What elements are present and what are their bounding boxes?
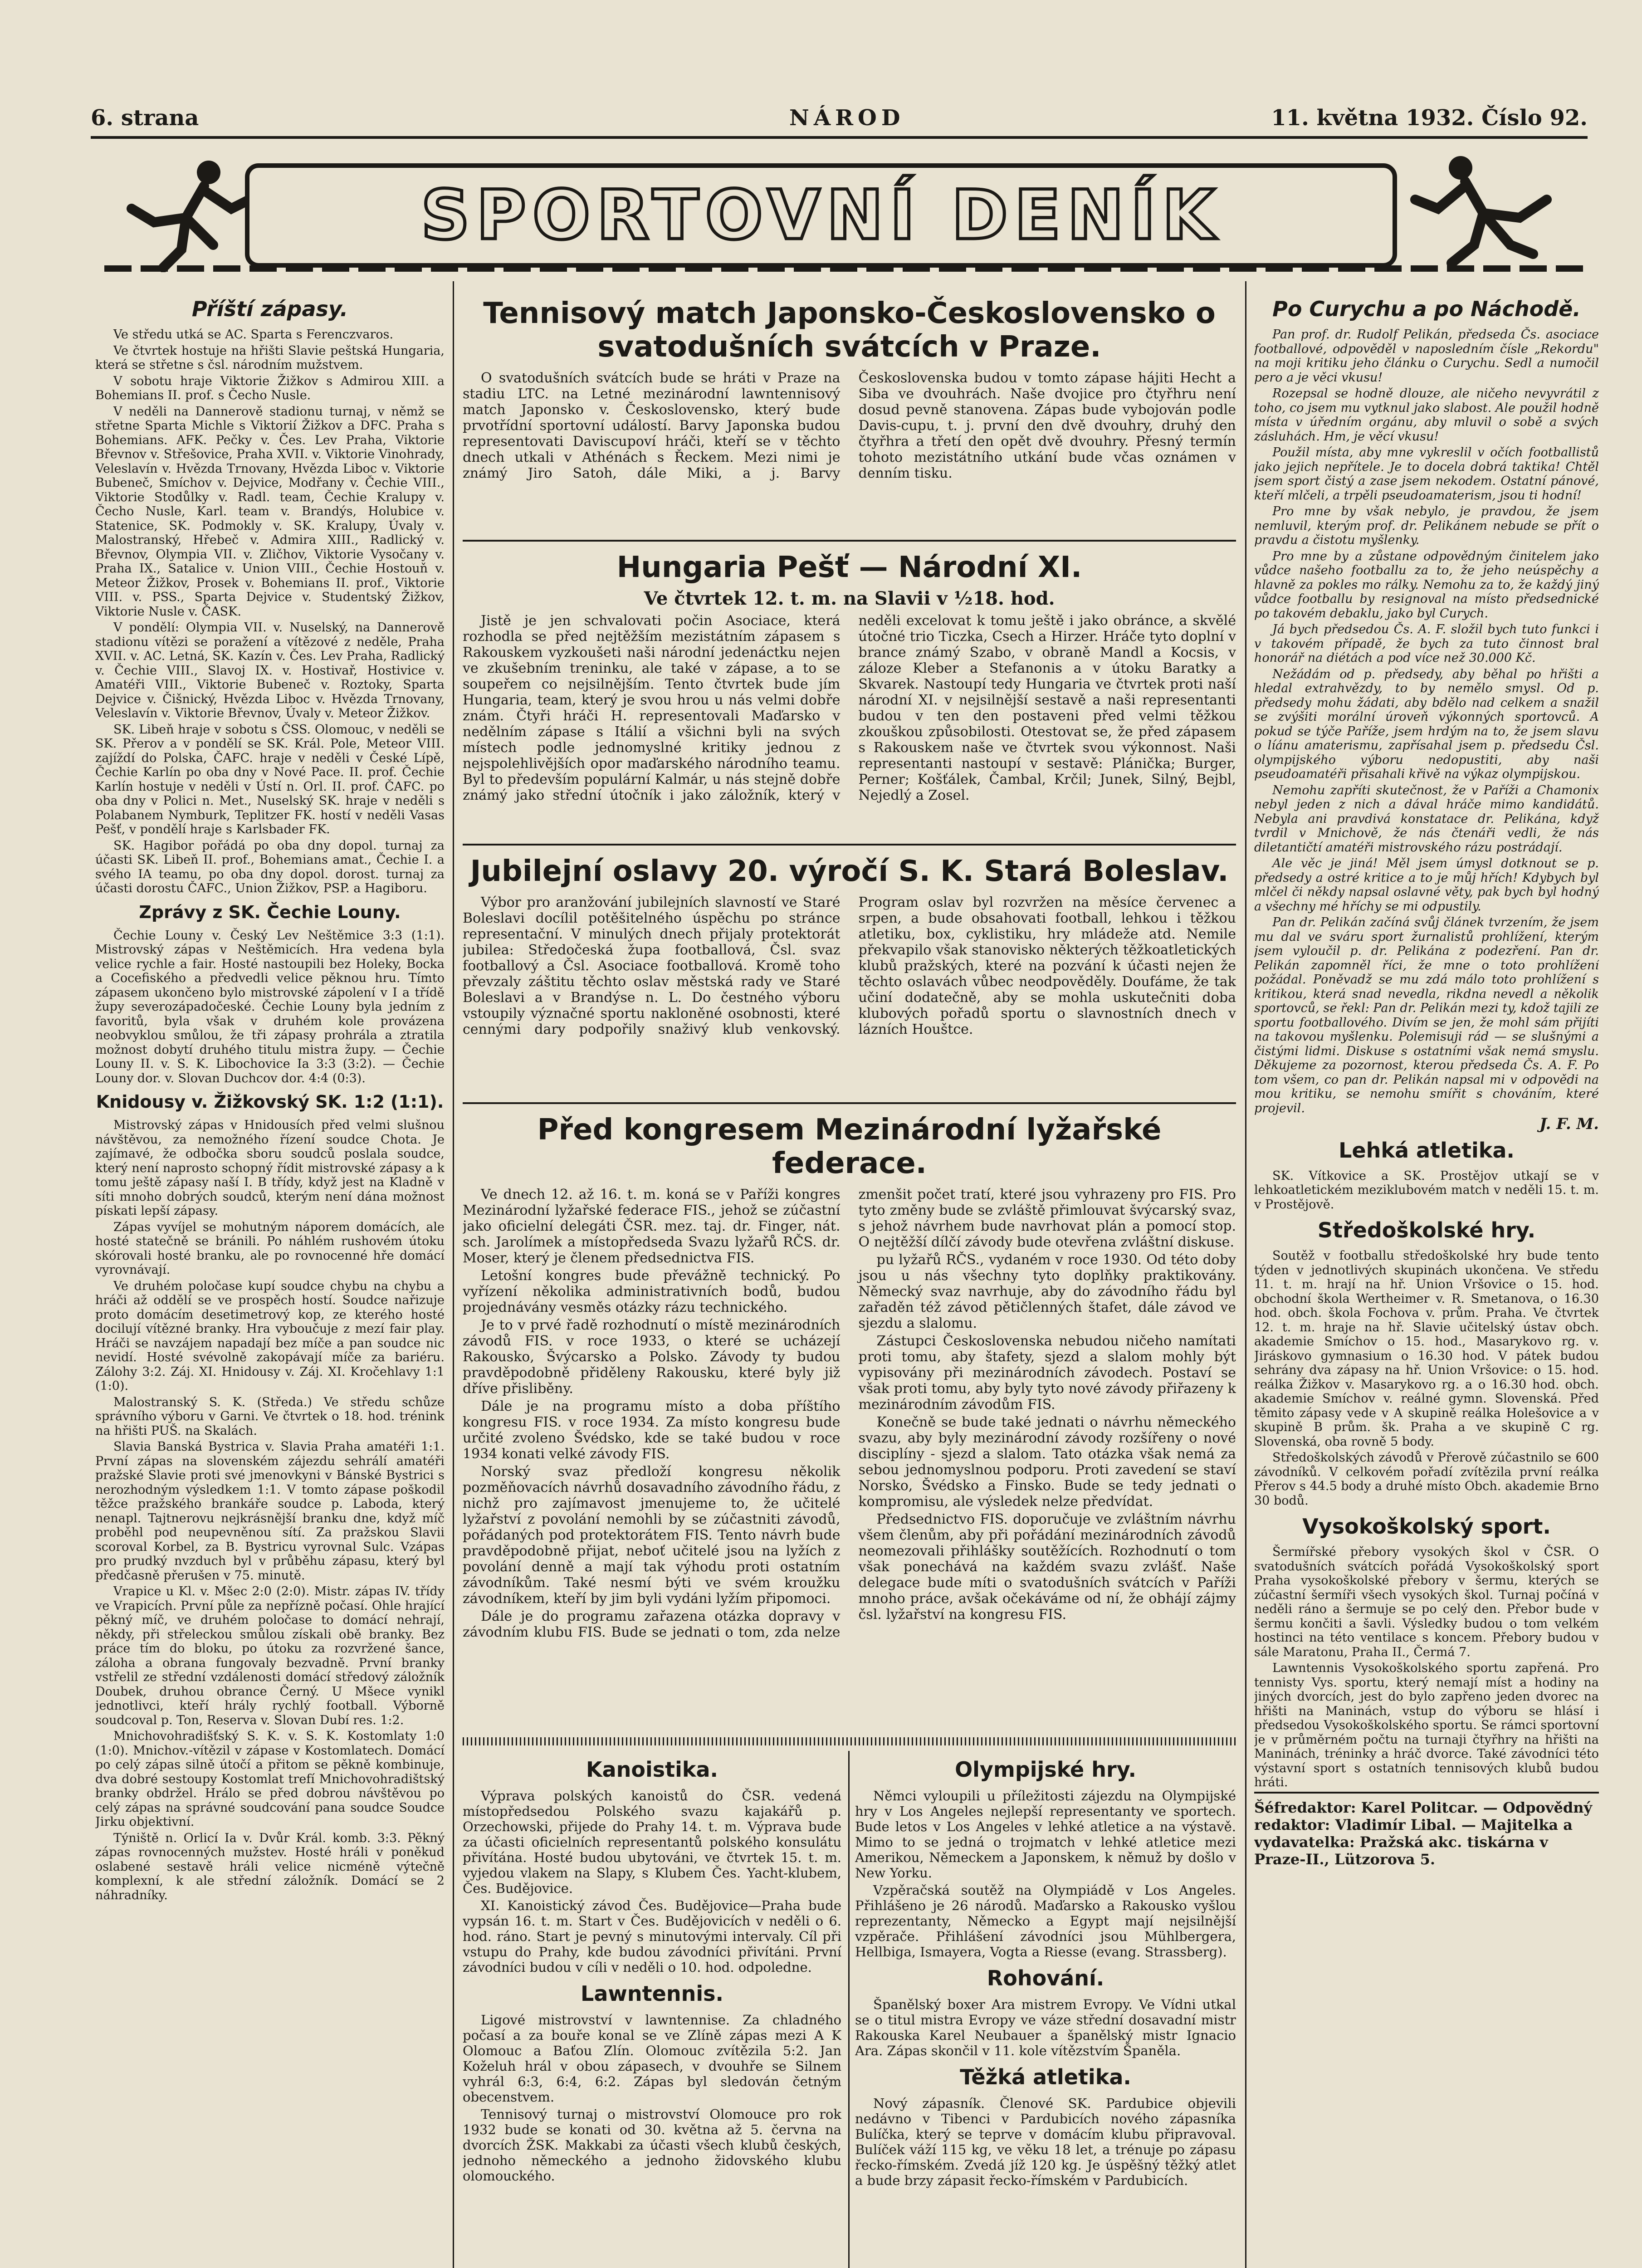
page-header [91,105,1588,132]
paragraph: Jistě je jen schvalovati počin Asociace, která rozhodla se před nejtěžším mezistátním zápasem s Rakouskem vyzkoušeti naši národní jedenáctku nejen ve zkušebním treninku, ale také v zápase, a to se soupeřem co nejsilnějším. Tento čtvrtek bude jím Hungaria, team, který je svou hrou u nás velmi dobře znám. Čtyři hráči H. representovali Maďarsko v nedělním zápase s Itálií a všichni byli na svých místech podle jednomyslné kritiky jednou z nejspolehlivějších opor maďarského národního teamu. Byl to především populární Kalmár, u nás stejně dobře známý jako střední útočník i jako záložník, který v neděli excelovat k tomu ještě i jako obránce, a skvělé útočné trio Ticzka, Csech a Hirzer. Hráče tyto doplní v brance známý Szabo, v obraně Mandl a Kocsis, v záloze Kleber a Stefanonis a v útoku Baratky a Skvarek. Nastoupí tedy Hungaria ve čtvrtek proti naší národní XI. v nejsilnější sestavě a naši representanti budou v ten den postaveni před velmi těžkou zkouškou způsobilosti. Otestovat se, že před zápasem s Rakouskem naše ve čtvrtek svou výkonnost. Naši representanti nastoupí v sestavě: Plánička; Burger, Perner; Košťálek, Čambal, Krčil; Junek, Silný, Bejbl, Nejedlý a Zosel. [463,613,1236,803]
paragraph: Dále je na programu místo a doba příštího kongresu FIS. v roce 1934. Za místo kongresu bude určité zvoleno Švédsko, kde se také budou v roce 1934 konati velké závody FIS. [463,1398,841,1462]
right-column [1254,290,1599,2268]
paragraph: Ligové mistrovství v lawntennise. Za chladného počasí a za bouře konal se ve Zlíně zápas mezi A K Olomouc a Baťou Zlín. Olomouc zvítězila 5:2. Jan Koželuh hrál v obou zápasech, v dvouhře se Silnem vyhrál 6:3, 6:4, 6:2. Zápas byl sledován četným obecenstvem. [463,2012,841,2105]
paragraph: Pan prof. dr. Rudolf Pelikán, předseda Čs. asociace footballové, odpověděl v naposledním čísle „Rekordu" na moji kritiku jeho článku o Curychu. Sedl a numočil pero a je věci vkusu! [1254,327,1599,385]
issue-date: 11. května 1932. Číslo 92. [1271,105,1588,131]
page-number: 6. strana [91,105,199,131]
paragraph: Rozepsal se hodně dlouze, ale ničeho nevyvrátil z toho, co jsem mu vytknul jako slabost. Ale použil hodně místa v úředním orgánu, aby mluvil o sobě a svých zásluhách. Hm, je věcí vkusu! [1254,386,1599,444]
paragraph: Nemohu zapříti skutečnost, že v Paříži a Chamonix nebyl jeden z nich a dával hráče mimo kandidátů. Nebyla ani pravdivá konstatace dr. Pelikána, když tvrdil v Mnichově, že nás čtenáři vedli, že nás diletantičtí amatéři mistrovského rázu postrádají. [1254,783,1599,855]
paragraph: Malostranský S. K. (Středa.) Ve středu schůze správního výboru v Garni. Ve čtvrtek o 18. hod. trénink na hřišti PUŠ. na Skalách. [95,1395,445,1438]
paragraph: Španělský boxer Ara mistrem Evropy. Ve Vídni utkal se o titul mistra Evropy ve váze střední dosavadní mistr Rakouska Karel Neubauer a španělský mistr Ignacio Ara. Zápas skončil v 11. kole vítězstvím Španěla. [855,1997,1236,2058]
paragraph: Norský svaz předloží kongresu několik pozměňovacích návrhů dosavadního závodního řádu, z nichž pro zajímavost jmenujeme to, že učitelé lyžařství z povolání nemohli by se zúčastniti závodů, pořádaných pod protektorátem FIS. Tento návrh bude pravděpodobně přijat, neboť učitelé jsou na lyžích z povolání denně a mají tak výhodu proti ostatním závodníkům. Také nesmí býti ve svém kroužku závodníkem, kteří by jim byli vydáni lyžím připomoci. [463,1464,841,1607]
paragraph: Nežádám od p. předsedy, aby běhal po hřišti a hledal extrahvězdy, to by nemělo smysl. Od p. předsedy mohu žádati, aby bdělo nad celkem a snažil se zvýšiti morální úroveň výkonných sportovců. A pokud se týče Paříže, jsem hrdým na to, že jsem slavu o líánu amaterismu, zapřísahal jsem p. předsedu Čsl. olympijského výboru nedopustiti, aby naši pseudoamatéři přisahali křivě na výkaz olympijskou. [1254,667,1599,781]
newspaper-name: NÁROD [789,105,905,131]
paragraph: V neděli na Dannerově stadionu turnaj, v němž se střetne Sparta Michle s Viktorií Žižkov a DFC. Praha s Bohemians. AFK. Pečky v. Čes. Lev Praha, Viktorie Břevnov v. Střešovice, Praha XVII. v. Viktorie Vinohrady, Veleslavín v. Hvězda Trnovany, Hvězda Liboc v. Viktorie Bubeneč, Smíchov v. Dejvice, Modřany v. Čechie VIII., Viktorie Stodůlky v. Radl. team, Čechie Kralupy v. Čecho Nusle, Karl. team v. Brandýs, Holubice v. Statenice, SK. Podmokly v. SK. Kralupy, Úvaly v. Malostranský, Hřebeč v. Admira XIII., Radlický v. Břevnov, Olympia VII. v. Zličhov, Viktorie Vysočany v. Praha IX., Satalice v. Union VIII., Čechie Hostouň v. Meteor Žižkov, Prosek v. Bohemians II. prof., Viktorie VIII. v. PSS., Sparta Dejvice v. Studentský Žižkov, Viktorie Nusle v. ČASK. [95,404,445,619]
paragraph: Slavia Banská Bystrica v. Slavia Praha amatéři 1:1. První zápas na slovenském zájezdu sehrálí amatéři pražské Slavie proti své jmenovkyni v Bánské Bystrici s nerozhodným výsledkem 1:1. V tomto zápase poškodil těžce pražského brankáře soudce p. Laboda, který nenapl. Tajtnerovu nejkrásnější branku dne, když míč proběhl pod neupevněnou sítí. Za pražskou Slavii scoroval Korbel, za B. Bystricu vyrovnal Sulc. Vzápas pro prudký nvzduch byl v průběhu zápasu, který byl předčasně přerušen v 75. minutě. [95,1440,445,1583]
headline-canoe: Kanoistika. [586,1757,718,1782]
paragraph: Nový zápasník. Členové SK. Pardubice objevili nedávno v Tibenci v Pardubicích nového zápasníka Bulíčka, který se teprve v domácím klubu připravoval. Bulíček váží 115 kg, ve věku 18 let, a trénuje po zápasu řecko-římském. Zvedá jíž 120 kg. Je úspěšný těžký atlet a bude brzy zápasit řecko-římském v Pardubicích. [855,2096,1236,2188]
paragraph: Letošní kongres bude převážně technický. Po vyřízení několika administrativních bodů, budou projednávány vesměs otázky rázu technického. [463,1268,841,1315]
paragraph: Čechie Louny v. Český Lev Neštěmice 3:3 (1:1). Mistrovský zápas v Neštěmicích. Hra vedena byla velice rychle a fair. Hosté nastoupili bez Holeky, Bocka a Cocefiského a předvedli velice pěknou hru. Tímto zápasem ukončeno bylo mistrovské zápolení v I a třídě župy severozápadočeské. Čechie Louny byla jedním z favoritů, byla však v druhém kole provázena neobvyklou smůlou, že tři zápasy prohrála a ztratila možnost dobytí druhého titulu mistra župy. — Čechie Louny II. v. S. K. Libochovice Ia 3:3 (3:2). — Čechie Louny dor. v. Slovan Duchcov dor. 4:4 (0:3). [95,928,445,1085]
paragraph: Je to v prvé řadě rozhodnutí o místě mezinárodních závodů FIS. v roce 1933, o které se ucházejí Rakousko, Švýcarsko a Polsko. Závody ty budou pravděpodobně přiděleny Rakousku, které byly již dříve přisliběny. [463,1317,841,1397]
paragraph: Použil místa, aby mne vykreslil v očích footballistů jako jejich nepřítele. Je to docela dobrá taktika! Chtěl jsem sport čistý a zase jsem nekodem. Ostatní pánové, kteří mlčeli, a trpěli pseudoamaterism, jsou ti hodní! [1254,445,1599,503]
section-rule [463,844,1236,846]
paragraph: Já bych předsedou Čs. A. F. složil bych tuto funkci i v takovém případě, že bych za tuto činnost bral honorář na diétách a pod více než 30.000 Kč. [1254,622,1599,665]
headline-university-sport: Vysokoškolský sport. [1302,1514,1551,1539]
banner-base-rule [104,265,1592,272]
paragraph: SK. Vítkovice a SK. Prostějov utkají se v lehkoatletickém meziklubovém match v neděli 15. t. m. v Prostějově. [1254,1168,1599,1212]
paragraph: Pan dr. Pelikán začíná svůj článek tvrzením, že jsem mu dal ve sváru sport žurnalistů prohlížení, kterým jsem vyloučil p. dr. Pelikána z podezření. Pan dr. Pelikán zapomněl říci, že mne o toto prohlížení požádal. Poněvadž se mu zdá málo toto prohlížení s kritikou, která snad nevedla, rikdna nevedl a několik sportovců, se řekl: Pan dr. Pelikán mezi ty, kdož tajili ze sportu footballového. Divím se jen, že mohl sám přijíti na takovou myšlenku. Polemisuji rád — se slušnými a čistými lidmi. Diskuse s ostatními však nemá smyslu. Děkujeme za pozornost, kterou předseda Čs. A. F. Po tom všem, co pan dr. Pelikán napsal mi v odpovědi na mou kritiku, se nemohu smířit s chováním, které projevil. [1254,915,1599,1115]
paragraph: Ve čtvrtek hostuje na hřišti Slavie peštská Hungaria, která se střetne s čsl. národním mužstvem. [95,343,445,372]
jubilee-article [463,848,1236,1102]
paragraph: O svatodušních svátcích bude se hráti v Praze na stadiu LTC. na Letné mezinárodní lawntennisový match Japonsko v. Československo, který bude prvotřídní sportovní událostí. Barvy Japonska budou representovati Daviscupoví hráči, kteří se v těchto dnech utkali v Athénách s Řeckem. Mezi nimi je známý Jiro Satoh, dále Miki, a j. Barvy Československa budou v tomto zápase hájiti Hecht a Siba ve dvouhrách. Naše dvojice pro čtyřhru není dosud pevně stanovena. Zápas bude vybojován podle Davis-cupu, t. j. první den dvě dvouhry, druhý den čtyřhra a třetí den opět dvě dvouhry. Přesný termín tohoto mezistátního utkání bude včas oznámen v denním tisku. [463,370,1236,481]
paragraph: V sobotu hraje Viktorie Žižkov s Admirou XIII. a Bohemians II. prof. s Čecho Nusle. [95,374,445,402]
paragraph: Němci vyloupili u příležitosti zájezdu na Olympijské hry v Los Angeles nejlepší representanty ve sportech. Bude letos v Los Angeles v lehké atletice a na výstavě. Mimo to se jedná o trojmatch v lehké atletice mezi Amerikou, Německem a Japonskem, k němuž by došlo v New Yorku. [855,1788,1236,1881]
ski-body [463,1187,1236,1640]
headline-boxing: Rohování. [987,1966,1104,1990]
paragraph: Lawntennis Vysokoškolského sportu zapřená. Pro tennisty Vys. sportu, který nemají míst a hodiny na jiných dvorcích, jest do bylo zapřeno jeden dvorec na hřišti na Maninách, vstup do výboru se hlásí i předsedou Vysokoškolského sportu. Se rámci sportovní je v průměrném počtu na turnaji čtyřhry na hřišti na Maninách, tréninky a hráč dvorce. Také závodníci této výstavní sport s ostatních tennisových klubů budou hráti. [1254,1661,1599,1789]
hatched-rule [463,1737,1236,1745]
headline-upcoming-matches: Příští zápasy. [191,297,348,321]
headline-jubilee: Jubilejní oslavy 20. výročí S. K. Stará Boleslav. [470,855,1229,888]
paragraph: Soutěž v footballu středoškolské hry bude tento týden v jednotlivých skupinách ukončena. Ve středu 11. t. m. hrají na hř. Union Vršovice o 15. hod. obchodní škola Wertheimer v. R. Smetanova, o 16.30 hod. obch. škola Fochova v. prům. Praha. Ve čtvrtek 12. t. m. hraje na hř. Slavie učitelský ústav obch. akademie Smíchov o 15. hod., Masarykovo rg. v. Jiráskovo gymnasium o 16.30 hod. V pátek budou sehrány dva zápasy na hř. Union Vršovice: o 15. hod. reálka Žižkov v. Masarykovo rg. a o 16.30 hod. obch. akademie Smíchov v. reálné gymn. Slovenská. Před těmito zápasy vede v A skupině reálka Holešovice a v skupině B prům. šk. Praha a ve skupině C rg. Slovenská, oba rovně 5 body. [1254,1249,1599,1449]
paragraph: Ve dnech 12. až 16. t. m. koná se v Paříži kongres Mezinárodní lyžařské federace FIS., jehož se zúčastní jako oficielní delegáti ČSR. mez. taj. dr. Finger, nát. sch. Jarolímek a místopředseda Svazu lyžařů RČS. dr. Moser, který je členem předsednictva FIS. [463,1187,841,1266]
runner-figure-right [1397,150,1560,277]
headline-knidousy: Knidousy v. Žižkovský SK. 1:2 (1:1). [96,1092,444,1112]
paragraph: Dále je do programu zařazena otázka dopravy v závodním klubu FIS. Bude se jednati o tom, zda nelze zmenšit počet tratí, které jsou vyhrazeny pro FIS. Pro tyto změny bude se zvláště přimlouvat švýcarský svaz, s jehož návrhem bude navrhovat plán a pomocí stop. O nejtěžší dílčí závody bude otevřena zvláštní diskuse. [463,1187,1236,1640]
column-divider [848,1751,850,2268]
paragraph: SK. Libeň hraje v sobotu s ČSS. Olomouc, v neděli se SK. Přerov a v pondělí se SK. Král. Pole, Meteor VIII. zajíždí do Polska, ČAFC. hraje v neděli v České Lípě, Čechie Karlín po oba dny v Nové Pace. II. prof. Čechie Karlín hostuje v neděli v Ústí n. Orl. II. prof. ČAFC. po oba dny v Polici n. Met., Nuselský SK. hraje v neděli s Polabanem Nymburk, Teplitzer FK. hostí v neděli Vasas Pešť, v pondělí hraje s Karlsbader FK. [95,722,445,836]
middle-lower-right [855,1751,1236,2268]
column-divider [453,281,454,2268]
tennis-article [463,290,1236,544]
subheadline-hungaria: Ve čtvrtek 12. t. m. na Slavii v ½18. hod. [644,588,1055,609]
paragraph: SK. Hagibor pořádá po oba dny dopol. turnaj za účasti SK. Libeň II. prof., Bohemians amat., Čechie I. a svého IA teamu, po oba dny dopol. dorost. turnaj za účasti dorostu ČAFC., Union Žižkov, PSP. a Hagiboru. [95,838,445,895]
author-signature: J. F. M. [1539,1115,1599,1133]
paragraph: XI. Kanoistický závod Čes. Budějovice—Praha bude vypsán 16. t. m. Start v Čes. Budějovicích v neděli o 6. hod. ráno. Start je pevný s minutovými intervaly. Cíl při vstupu do Prahy, kde budou závodníci přivítáni. První závodníci budou v cíli v neděli o 10. hod. odpoledne. [463,1898,841,1975]
paragraph: V pondělí: Olympia VII. v. Nuselský, na Dannerově stadionu vítězi se poražení a vítězové z neděle, Praha XVII. v. AC. Letná, SK. Kazín v. Čes. Lev Praha, Radlický v. Čechie VIII., Slavoj IX. v. Hostivař, Hostivice v. Amatéři VIII., Viktorie Bubeneč v. Roztoky, Sparta Dejvice v. Čišnický, Hvězda Liboc v. Hvězda Trnovany, Veleslavín v. Viktorie Břevnov, Úvaly v. Meteor Žižkov. [95,621,445,720]
headline-heavy-athletics: Těžká atletika. [960,2065,1131,2089]
section-rule [463,1102,1236,1104]
sport-banner: SPORTOVNÍ DENÍK [245,163,1397,268]
paragraph: Týniště n. Orlicí Ia v. Dvůr Král. komb. 3:3. Pěkný zápas rovnocenných mužstev. Hosté hráli v poněkud oslabené sestavě hráli velice nicméně výtečně komplexní, k ale střední záložník. Domácí se 2 náhradníky. [95,1831,445,1902]
headline-light-athletics: Lehká atletika. [1339,1138,1515,1163]
paragraph: Výbor pro aranžování jubilejních slavností ve Staré Boleslavi docílil potěšitelného úspěchu po stránce representační. V minulých dnech přijaly protektorát jubilea: Středočeská župa footballová, Čsl. svaz footballový a Čsl. Asociace footballová. Kromě toho převzaly záštitu těchto oslav městská rady ve Staré Boleslavi a v Brandýse n. L. Do čestného výboru vstoupily význačné sportu nakloněné osobnosti, které cennými dary podpořily snaživý klub venkovský. Program oslav byl rozvržen na měsíce červenec a srpen, a bude obsahovati football, lehkou i těžkou atletiku, box, cyklistiku, hry mládeže atd. Nemile překvapilo však stanovisko některých těžkoatletických klubů pražských, které na pozvání k účasti nejen že těchto oslavách vůbec neodpověděly. Doufáme, že tak učiní dodatečně, aby se mohla uskutečniti doba klubových pořadů sportu o slavnostních dnech v lázních Houštce. [463,894,1236,1037]
paragraph: Šermířské přebory vysokých škol v ČSR. O svatodušních svátcích pořádá Vysokoškolský sport Praha vysokoškolské přebory v šermu, kterých se zúčastní šermíři všech vysokých škol. Turnaj počíná v neděli ráno a šermuje se po celý den. Přebor bude v šermu končiti a šavli. Výsledky budou o tom velkém hostinci na této ventilace s koncem. Přebory budou v sále Maratonu, Praha II., Čermá 7. [1254,1545,1599,1659]
paragraph: Ve středu utká se AC. Sparta s Ferenczvaros. [113,327,394,342]
paragraph: Zápas vyvíjel se mohutným náporem domácích, ale hosté statečně se bránili. Po náhlém rushovém útoku skórovali hosté branku, ale po rovnocenné hře domácí vyrovnávají. [95,1220,445,1277]
paragraph: Vrapice u Kl. v. Mšec 2:0 (2:0). Mistr. zápas IV. třídy ve Vrapicích. První půle za nepřízně počasí. Ohle hrající pěkný míč, ve druhém poločase to domácí nehrají, někdy, při střeleckou smůlou získali obě branky. Bez práce tím do bloku, po útoku za rozvržené šance, záloha a obrana fungovaly bezvadně. První branky vstřelil ze střední vzdálenosti domácí středový záložník Doubek, druhou obrance Černý. U Mšece vynikl jednotlivci, kteří hrály rychlý football. Výborně soudcoval p. Ton, Reserva v. Slovan Dubí res. 1:2. [95,1584,445,1727]
headline-ski-congress: Před kongresem Mezinárodní lyžařské federace. [537,1113,1162,1180]
headline-tennis: Tennisový match Japonsko-Československo o svatodušních svátcích v Praze. [483,297,1216,364]
headline-olympic: Olympijské hry. [955,1757,1136,1782]
paragraph: Zástupci Československa nebudou ničeho namítati proti tomu, aby štafety, sjezd a slalom mohly být vypisovány při mezinárodních závodech. Postaví se však proti tomu, aby byly tyto nové závody přiřazeny k mezinárodním závodům FIS. [858,1333,1236,1413]
paragraph: Výprava polských kanoistů do ČSR. vedená místopředsedou Polského svazu kajakářů p. Orzechowski, přijede do Prahy 14. t. m. Výprava bude za účasti oficielních representantů polského konsulátu přivítána. Hosté budou ubytováni, ve čtvrtek 15. t. m. vyjedou vlakem na Slapy, s Klubem Čes. Yacht-klubem, Čes. Budějovice. [463,1788,841,1896]
left-column [95,290,445,2268]
paragraph: Konečně se bude také jednati o návrhu německého svazu, aby byly mezinárodní závody rozšířeny o nové disciplíny - sjezd a slalom. Tato otázka však nemá za sebou jednomyslnou podporu. Proti zavedení se staví Norsko, Švédsko a Finsko. Bude se tedy jednati o kompromisu, ale výsledek nelze předvídat. [858,1414,1236,1510]
headline-school-games: Středoškolské hry. [1317,1218,1536,1242]
headline-lawntennis: Lawntennis. [581,1981,723,2006]
paragraph: Pro mne by a zůstane odpovědným činitelem jako vůdce našeho footballu za to, že jeho neúspěchy a hlavně za pokles mo rálky. Nemohu za to, že každý jiný vůdce footballu by resignoval na místo předsednické po takovém debaklu, jako byl Curych. [1254,549,1599,621]
headline-cechie-louny: Zprávy z SK. Čechie Louny. [139,902,401,922]
commentary-body [1254,327,1599,1115]
paragraph: Ale věc je jiná! Měl jsem úmysl dotknout se p. předsedy a ostré kritice a to je můj hřích! Kdybych byl mlčel či někdy napsal oslavné věty, pak bych byl hodný a všechny mé hříchy se mi odpustily. [1254,856,1599,914]
paragraph: Ve druhém poločase kupí soudce chybu na chybu a hráči až oddělí se ve prospěch hostí. Soudce nařizuje proto domácím desetimetrový kop, ze kterého hosté docilují vítězné branky. Hra vyboučuje z mezí fair play. Hráči se navzájem napadají bez míče a pan soudce nic nevidí. Hosté svévolně zakopávají míče za bariéru. Zálohy 3:2. Záj. XI. Hnidousy v. Záj. XI. Kročehlavy 1:1 (1:0). [95,1279,445,1393]
imprint: Šéfredaktor: Karel Politcar. — Odpovědný redaktor: Vladimír Libal. — Majitelka a vydavatelka: Pražská akc. tiskárna v Praze-II., Lützorova 5. [1254,1792,1599,1868]
paragraph: Středoškolských závodů v Přerově zúčastnilo se 600 závodníků. V celkovém pořadí zvítězila první reálka Přerov s 44.5 body a druhé místo Obch. akademie Brno 30 bodů. [1254,1451,1599,1508]
paragraph: Předsednictvo FIS. doporučuje ve zvláštním návrhu všem členům, aby při pořádání mezinárodních závodů neomezovali přihlášky soutěžících. Rozhodnutí o tom však ponechává na každém svazu zvlášť. Naše delegace bude míti o svatodušních svátcích v Paříži mnoho práce, avšak očekáváme od ní, že obhájí zájmy čsl. lyžařství na kongresu FIS. [858,1511,1236,1623]
headline-curych: Po Curychu a po Náchodě. [1272,297,1581,321]
paragraph: Mistrovský zápas v Hnidousích před velmi slušnou návštěvou, za nemožného řízení soudce Chota. Je zajímavé, že odbočka sboru soudců poslala soudce, který není naprosto schopný řídit mistrovské zápasy a k tomu ještě zápasy naší I. B třídy, když jest na Kladně v síti mnoho dobrých soudců, kterým není dána možnost pískati lepší zápasy. [95,1118,445,1218]
paragraph: Mnichovohradišťský S. K. v. S. K. Kostomlaty 1:0 (1:0). Mnichov.-vítězil v zápase v Kostomlatech. Domácí po celý zápas silně útočí a přitom se pěkně kombinuje, dva dobré sestoupy Kostomlat trefí Mnichovohradištský branky obdržel. Hrálo se před dobrou návštěvou po celý zápas na správné soudcování pana soudce Soudce Jirku objektivní. [95,1729,445,1829]
paragraph: pu lyžařů RČS., vydaném v roce 1930. Od této doby jsou u nás všechny tyto doplňky praktikovány. Německý svaz navrhuje, aby do závodního řádu byl zařaděn též závod pětičlenných štafet, dále závod ve sjezdu a slalomu. [858,1252,1236,1331]
paragraph: Tennisový turnaj o mistrovství Olomouce pro rok 1932 bude se konati od 30. května až 5. června na dvorcích ŽSK. Makkabi za účasti všech klubů českých, jednoho německého a jednoho židovského klubu olomouckého. [463,2107,841,2184]
hungaria-article [463,544,1236,844]
middle-lower-left [463,1751,841,2268]
paragraph: Vzpěračská soutěž na Olympiádě v Los Angeles. Přihlášeno je 26 národů. Maďarsko a Rakousko vyšlou reprezentanty, Německo a Egypt mají nejsilnější vzpěrače. Přihlášení závodníci jsou Mühlbergera, Hellbiga, Ismayera, Vogta a Riesse (evang. Strassberg). [855,1882,1236,1960]
column-divider [1245,281,1246,2268]
headline-hungaria: Hungaria Pešť — Národní XI. [616,551,1082,584]
runner-figure-left [113,154,259,272]
section-rule [463,540,1236,542]
paragraph: Pro mne by však nebylo, je pravdou, že jsem nemluvil, kterým prof. dr. Pelikánem nebude se přít o pravdu a čistotu myšlenky. [1254,504,1599,547]
header-rule [91,136,1588,139]
